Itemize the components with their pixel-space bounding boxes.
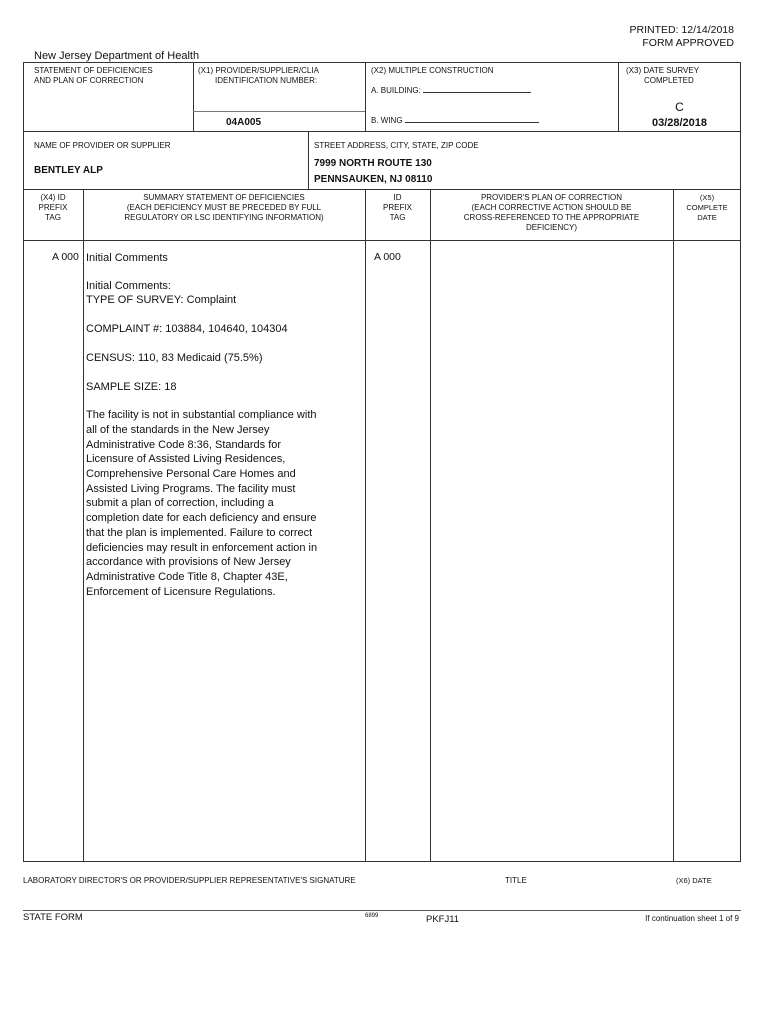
para1-line-1: Initial Comments: bbox=[86, 279, 171, 292]
statement-label-1: STATEMENT OF DEFICIENCIES bbox=[34, 66, 153, 75]
plan-header-4: DEFICIENCY) bbox=[525, 223, 578, 232]
x5-header-3: DATE bbox=[697, 213, 717, 222]
signature-label: LABORATORY DIRECTOR'S OR PROVIDER/SUPPLIER REPRESENTATIVE'S SIGNATURE bbox=[23, 876, 356, 885]
summary-header-2: (EACH DEFICIENCY MUST BE PRECEDED BY FULL bbox=[126, 203, 322, 212]
entry-heading: Initial Comments bbox=[86, 252, 168, 264]
address-line-2: PENNSAUKEN, NJ 08110 bbox=[314, 174, 433, 185]
x1-label-2: IDENTIFICATION NUMBER: bbox=[215, 76, 318, 85]
form-number: 6899 bbox=[365, 913, 379, 919]
body-line: submit a plan of correction, including a bbox=[86, 497, 274, 510]
x4-header-3: TAG bbox=[45, 213, 61, 222]
id-header-1: ID bbox=[393, 193, 402, 202]
x3-letter: C bbox=[675, 100, 684, 114]
statement-label-2: AND PLAN OF CORRECTION bbox=[34, 76, 144, 85]
printed-date: PRINTED: 12/14/2018 bbox=[629, 24, 734, 36]
census-line: CENSUS: 110, 83 Medicaid (75.5%) bbox=[86, 351, 263, 364]
state-form-label: STATE FORM bbox=[23, 912, 83, 923]
provider-name-label: NAME OF PROVIDER OR SUPPLIER bbox=[34, 141, 171, 150]
department-name: New Jersey Department of Health bbox=[34, 50, 200, 62]
signature-line bbox=[23, 910, 741, 911]
body-line: completion date for each deficiency and ensure bbox=[86, 512, 317, 525]
body-line: Assisted Living Programs. The facility must bbox=[86, 482, 296, 495]
body-line: all of the standards in the New Jersey bbox=[86, 423, 270, 436]
x1-value: 04A005 bbox=[226, 117, 262, 128]
plan-header-3: CROSS-REFERENCED TO THE APPROPRIATE bbox=[463, 213, 640, 222]
body-line: Licensure of Assisted Living Residences, bbox=[86, 453, 286, 466]
address-line-1: 7999 NORTH ROUTE 130 bbox=[314, 158, 432, 169]
body-line: accordance with provisions of New Jersey bbox=[86, 556, 291, 569]
summary-header-3: REGULATORY OR LSC IDENTIFYING INFORMATION) bbox=[124, 213, 324, 222]
plan-header-2: (EACH CORRECTIVE ACTION SHOULD BE bbox=[471, 203, 632, 212]
sample-line: SAMPLE SIZE: 18 bbox=[86, 380, 177, 393]
x5-header-1: (X5) bbox=[699, 193, 715, 202]
x3-date: 03/28/2018 bbox=[651, 117, 708, 129]
body-paragraph bbox=[86, 408, 362, 599]
x3-label-1: (X3) DATE SURVEY bbox=[626, 66, 700, 75]
continuation-sheet: If continuation sheet 1 of 9 bbox=[645, 914, 739, 923]
x1-label-1: (X1) PROVIDER/SUPPLIER/CLIA bbox=[198, 66, 319, 75]
building-label: A. BUILDING: bbox=[371, 86, 421, 95]
id-header-2: PREFIX bbox=[383, 203, 412, 212]
form-approved: FORM APPROVED bbox=[642, 37, 734, 49]
x4-header-2: PREFIX bbox=[38, 203, 68, 212]
wing-field[interactable] bbox=[405, 114, 539, 123]
body-line: Administrative Code Title 8, Chapter 43E, bbox=[86, 570, 288, 583]
wing-label: B. WING bbox=[371, 116, 403, 125]
x6-date-label: (X6) DATE bbox=[676, 876, 712, 885]
body-line: Enforcement of Licensure Regulations. bbox=[86, 585, 276, 598]
summary-header-1: SUMMARY STATEMENT OF DEFICIENCIES bbox=[143, 193, 305, 202]
address-label: STREET ADDRESS, CITY, STATE, ZIP CODE bbox=[314, 141, 479, 150]
x5-header-2: COMPLETE bbox=[686, 203, 728, 212]
body-line: The facility is not in substantial compliance with bbox=[86, 409, 317, 422]
body-line: that the plan is implemented. Failure to correct bbox=[86, 526, 313, 539]
body-line: Comprehensive Personal Care Homes and bbox=[86, 468, 296, 481]
title-label: TITLE bbox=[505, 876, 527, 885]
para1-line-2: TYPE OF SURVEY: Complaint bbox=[86, 294, 237, 307]
complaint-line: COMPLAINT #: 103884, 104640, 104304 bbox=[86, 323, 288, 336]
x2-label: (X2) MULTIPLE CONSTRUCTION bbox=[371, 66, 494, 75]
event-id: PKFJ11 bbox=[426, 914, 460, 925]
tag-right: A 000 bbox=[374, 251, 401, 263]
provider-name: BENTLEY ALP bbox=[34, 165, 103, 176]
plan-header-1: PROVIDER'S PLAN OF CORRECTION bbox=[480, 193, 623, 202]
body-line: deficiencies may result in enforcement action in bbox=[86, 541, 318, 554]
tag-left: A 000 bbox=[52, 251, 79, 263]
id-header-3: TAG bbox=[389, 213, 406, 222]
building-field[interactable] bbox=[423, 84, 531, 93]
body-line: Administrative Code 8:36, Standards for bbox=[86, 438, 282, 451]
x3-label-2: COMPLETED bbox=[644, 76, 694, 85]
x4-header-1: (X4) ID bbox=[40, 193, 66, 202]
